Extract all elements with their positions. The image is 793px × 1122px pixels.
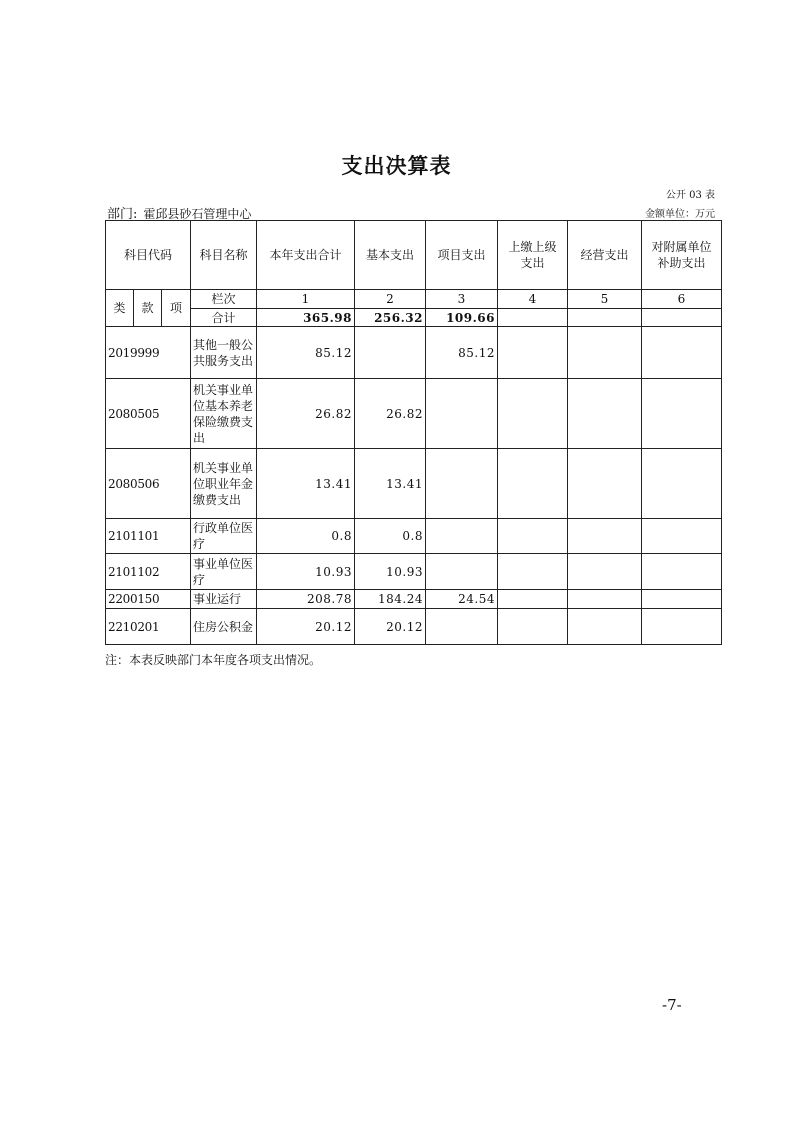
amount-basic: 13.41 xyxy=(355,449,426,519)
total-project: 109.66 xyxy=(426,309,498,327)
column-number: 6 xyxy=(642,290,722,309)
amount-subsidy xyxy=(642,609,722,645)
amount-subsidy xyxy=(642,519,722,554)
column-number: 1 xyxy=(257,290,355,309)
amount-basic: 26.82 xyxy=(355,379,426,449)
header-code: 科目代码 xyxy=(106,221,191,290)
expenditure-table xyxy=(105,220,722,645)
header-row xyxy=(106,221,722,290)
amount-subsidy xyxy=(642,449,722,519)
header-column: 栏次 xyxy=(191,290,257,309)
amount-business xyxy=(568,554,642,590)
amount-subsidy xyxy=(642,590,722,609)
header-name: 科目名称 xyxy=(191,221,257,290)
header-subsidy: 对附属单位补助支出 xyxy=(642,221,722,290)
subject-code: 2101101 xyxy=(106,519,191,554)
total-label: 合计 xyxy=(191,309,257,327)
subject-name: 机关事业单位职业年金缴费支出 xyxy=(191,449,257,519)
subject-code: 2080506 xyxy=(106,449,191,519)
total-upper xyxy=(498,309,568,327)
amount-project xyxy=(426,609,498,645)
table-row xyxy=(106,519,722,554)
column-number-row xyxy=(106,290,722,309)
header-section: 款 xyxy=(134,290,162,327)
total-row xyxy=(106,309,722,327)
subject-code: 2080505 xyxy=(106,379,191,449)
page-title: 支出决算表 xyxy=(341,154,452,178)
form-number: 公开 03 表 xyxy=(665,190,715,201)
amount-business xyxy=(568,609,642,645)
amount-unit: 金额单位：万元 xyxy=(645,209,715,220)
page-number: -7- xyxy=(662,996,682,1014)
amount-project xyxy=(426,519,498,554)
amount-basic: 10.93 xyxy=(355,554,426,590)
table-row xyxy=(106,554,722,590)
amount-project: 24.54 xyxy=(426,590,498,609)
amount-project xyxy=(426,379,498,449)
total-subsidy xyxy=(642,309,722,327)
table-row xyxy=(106,379,722,449)
amount-basic xyxy=(355,327,426,379)
amount-project xyxy=(426,554,498,590)
table-note: 注：本表反映部门本年度各项支出情况。 xyxy=(105,653,322,667)
amount-total: 85.12 xyxy=(257,327,355,379)
header-upper: 上缴上级支出 xyxy=(498,221,568,290)
amount-total: 20.12 xyxy=(257,609,355,645)
subject-code: 2210201 xyxy=(106,609,191,645)
amount-upper xyxy=(498,519,568,554)
header-total: 本年支出合计 xyxy=(257,221,355,290)
amount-project xyxy=(426,449,498,519)
subject-code: 2101102 xyxy=(106,554,191,590)
header-business: 经营支出 xyxy=(568,221,642,290)
total-business xyxy=(568,309,642,327)
subject-name: 行政单位医疗 xyxy=(191,519,257,554)
amount-total: 208.78 xyxy=(257,590,355,609)
amount-upper xyxy=(498,379,568,449)
amount-upper xyxy=(498,449,568,519)
table-row xyxy=(106,327,722,379)
subject-name: 住房公积金 xyxy=(191,609,257,645)
table-row xyxy=(106,449,722,519)
amount-subsidy xyxy=(642,554,722,590)
header-category: 类 xyxy=(106,290,134,327)
amount-upper xyxy=(498,609,568,645)
subject-name: 事业单位医疗 xyxy=(191,554,257,590)
header-item: 项 xyxy=(162,290,191,327)
amount-business xyxy=(568,327,642,379)
total-basic: 256.32 xyxy=(355,309,426,327)
amount-project: 85.12 xyxy=(426,327,498,379)
total-amount: 365.98 xyxy=(257,309,355,327)
column-number: 3 xyxy=(426,290,498,309)
amount-upper xyxy=(498,590,568,609)
amount-total: 26.82 xyxy=(257,379,355,449)
amount-subsidy xyxy=(642,327,722,379)
subject-name: 机关事业单位基本养老保险缴费支出 xyxy=(191,379,257,449)
subject-code: 2019999 xyxy=(106,327,191,379)
amount-basic: 184.24 xyxy=(355,590,426,609)
amount-basic: 0.8 xyxy=(355,519,426,554)
amount-business xyxy=(568,379,642,449)
amount-total: 0.8 xyxy=(257,519,355,554)
column-number: 2 xyxy=(355,290,426,309)
header-project: 项目支出 xyxy=(426,221,498,290)
amount-business xyxy=(568,519,642,554)
header-basic: 基本支出 xyxy=(355,221,426,290)
amount-business xyxy=(568,449,642,519)
amount-total: 10.93 xyxy=(257,554,355,590)
amount-subsidy xyxy=(642,379,722,449)
column-number: 5 xyxy=(568,290,642,309)
amount-basic: 20.12 xyxy=(355,609,426,645)
column-number: 4 xyxy=(498,290,568,309)
subject-name: 事业运行 xyxy=(191,590,257,609)
department-label: 部门: xyxy=(107,207,138,222)
subject-code: 2200150 xyxy=(106,590,191,609)
amount-upper xyxy=(498,554,568,590)
table-row xyxy=(106,609,722,645)
amount-total: 13.41 xyxy=(257,449,355,519)
department-value: 霍邱县砂石管理中心 xyxy=(143,207,252,221)
subject-name: 其他一般公共服务支出 xyxy=(191,327,257,379)
table-row xyxy=(106,590,722,609)
amount-business xyxy=(568,590,642,609)
amount-upper xyxy=(498,327,568,379)
